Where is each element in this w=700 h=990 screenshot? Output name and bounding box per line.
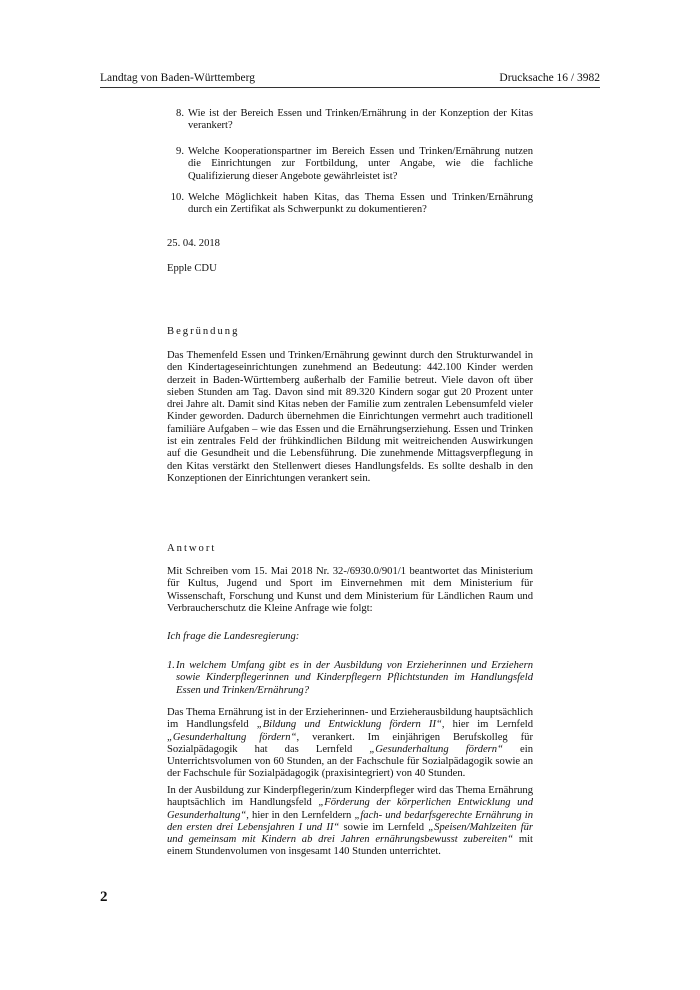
answer-paragraph-2: In der Ausbildung zur Kinderpflegerin/zum Kinderpfleger wird das Thema Ernährung hauptsächlich im Handlungsfeld „Förderung der körperlichen Entwicklung und Gesunderhaltung“, hier in den Lernfeldern „fach- und bedarfsgerechte Ernährung in den ersten drei Lebensjahren I und II“ sowie im Lernfeld „Speisen/Mahlzeiten für und gemeinsam mit Kindern ab drei Jahren ernährungsbewusst zubereiten“ mit einem Stundenvolumen von insgesamt 140 Stunden unterrichtet. — [167, 785, 534, 858]
author: Epple CDU — [167, 263, 217, 274]
question-text: Welche Kooperationspartner im Bereich Essen und Trinken/Ernährung nutzen die Einrichtungen zur Fortbildung, unter Angabe, wie die fachliche Qualifizierung dieser Angebote gewährleistet ist? — [188, 146, 533, 182]
question-number: 8. — [176, 108, 184, 119]
question-text: In welchem Umfang gibt es in der Ausbildung von Erzieherinnen und Erziehern sowie Kinderpflegerinnen und Kinderpflegern Pflichtstunden im Handlungsfeld Essen und Trinken/Ernährung? — [176, 660, 533, 696]
question-10 — [167, 192, 533, 217]
antwort-question-1 — [167, 660, 533, 697]
question-number: 1. — [167, 660, 175, 671]
date: 25. 04. 2018 — [167, 238, 220, 249]
page-number: 2 — [100, 889, 108, 905]
question-9 — [167, 146, 533, 183]
question-number: 10. — [170, 192, 184, 203]
question-text: Wie ist der Bereich Essen und Trinken/Ernährung in der Konzeption der Kitas verankert? — [188, 108, 533, 132]
antwort-intro: Mit Schreiben vom 15. Mai 2018 Nr. 32-/6930.0/901/1 beantwortet das Ministerium für Kultus, Jugend und Sport im Einvernehmen mit dem Ministerium für Wissenschaft, Forschung und Kunst und dem Ministerium für Ländlichen Raum und Verbraucherschutz die Kleine Anfrage wie folgt: — [167, 566, 533, 614]
frage-intro: Ich frage die Landesregierung: — [167, 631, 300, 642]
question-8 — [167, 108, 533, 133]
antwort-heading: Antwort — [167, 543, 217, 554]
question-text: Welche Möglichkeit haben Kitas, das Thema Essen und Trinken/Ernährung durch ein Zertifikat als Schwerpunkt zu dokumentieren? — [188, 192, 533, 216]
begruendung-heading: Begründung — [167, 326, 240, 337]
question-number: 9. — [176, 146, 184, 157]
begruendung-text: Das Themenfeld Essen und Trinken/Ernährung gewinnt durch den Strukturwandel in den Kindertageseinrichtungen zunehmend an Bedeutung: 442.100 Kinder werden derzeit in Baden-Württemberg außerhalb der Familie betreut. Viele davon oft über sieben Stunden am Tag. Davon sind mit 89.320 Kindern sogar gut 20 Prozent unter drei Jahre alt. Damit sind Kitas neben der Familie zum zentralen Lebensumfeld vieler Kinder geworden. Dadurch übernehmen die Einrichtungen vermehrt auch traditionell familiäre Aufgaben – wie das Essen und die Ernährungserziehung. Essen und Trinken ist ein zentrales Feld der frühkindlichen Bildung mit weitreichenden Auswirkungen auf die Gesundheit und die Lebensführung. Die zunehmende Mittagsverpflegung in den Kitas verstärkt den Stellenwert dieses Handlungsfelds. Es sollte deshalb in den Konzeptionen der Einrichtungen verankert sein. — [167, 350, 533, 484]
header-parliament: Landtag von Baden-Württemberg — [100, 72, 255, 84]
page-header — [100, 71, 600, 88]
header-document-number: Drucksache 16 / 3982 — [499, 72, 600, 84]
answer-paragraph-1: Das Thema Ernährung ist in der Erzieherinnen- und Erzieherausbildung hauptsächlich im Handlungsfeld „Bildung und Entwicklung fördern II“, hier im Lernfeld „Gesunderhaltung fördern“, verankert. Im einjährigen Berufskolleg für Sozialpädagogik hat das Lernfeld „Gesunderhaltung fördern“ ein Unterrichtsvolumen von 60 Stunden, an der Fachschule für Sozialpädagogik sowie an der Fachschule für Sozialpädagogik (praxisintegriert) von 40 Stunden. — [167, 707, 534, 780]
